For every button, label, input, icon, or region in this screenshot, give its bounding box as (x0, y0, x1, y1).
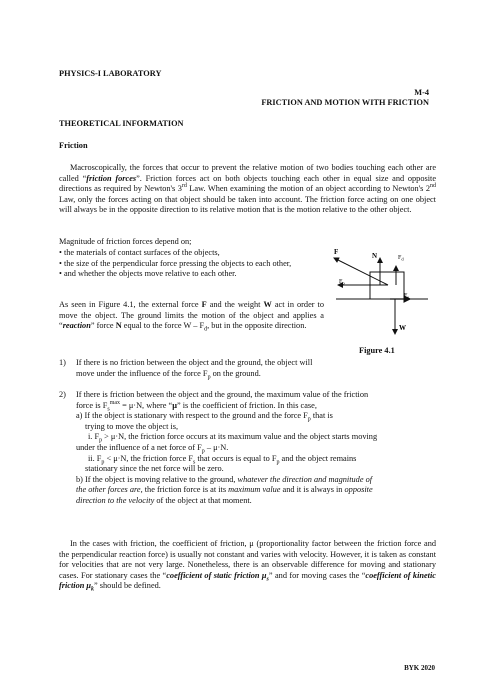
list2-line: force is $F_s^{max} = \mu\cdot N$, where “μ” is the coefficient of friction. In this case, (76, 399, 317, 413)
depends-title: Magnitude of friction forces depend on; (59, 237, 192, 246)
label-Fd: $F_d$ (398, 255, 404, 262)
fp-text-6: , but in the opposite direction. (207, 321, 307, 331)
fp-text-4: ” force (90, 321, 116, 331)
depends-item: • the size of the perpendicular force pressing the objects to each other, (59, 258, 292, 268)
fp-sub-d: d (204, 326, 208, 333)
list2-line: If there is friction between the object and the ground, the maximum value of the friction (76, 390, 369, 399)
list2-line: a) If the object is stationary with respect to the ground and the force $F_p$ that is (76, 411, 333, 423)
depends-item: • the materials of contact surfaces of the objects, (59, 248, 220, 257)
weight-W-term: W (263, 300, 272, 309)
experiment-title: FRICTION AND MOTION WITH FRICTION (261, 98, 429, 107)
list-number-2: 2) (59, 390, 66, 399)
label-Fs: $F_s$ (404, 293, 410, 300)
list2-line: trying to move the object is, (85, 421, 179, 431)
list2-line: direction to the velocity of the object at that moment. (76, 495, 252, 505)
depends-item: • and whether the objects move relative to each other. (59, 269, 237, 279)
closing-text-3: ” should be defined. (94, 581, 161, 591)
list2-line: under the influence of a net force of $F_p - \mu\cdot N$. (76, 442, 229, 455)
list2-line: b) If the object is moving relative to the ground, whatever the direction and magnitude of (76, 474, 373, 484)
list-number-1: 1) (59, 358, 66, 367)
force-F-term: F (201, 300, 207, 309)
intro-paragraph (59, 163, 436, 216)
subsection-title: Friction (59, 141, 88, 150)
label-Fp: $F_p$ (339, 279, 345, 286)
fp-text-2: and the weight (206, 300, 264, 309)
depends-list (59, 248, 321, 280)
list1-text: If there is no friction between the object and the ground, the object will move under the influence of the force F (76, 358, 313, 378)
label-N: N (372, 252, 378, 260)
ordinal-nd: nd (429, 183, 436, 190)
static-friction-term: coefficient of static friction $\mu_s$ (166, 570, 269, 583)
intro-text-4: Law, only the forces acting on that object should be taken into account. The friction force acting on one object will always be in the opposite direction to its relative motion that is the motion relative to the other object. (59, 194, 436, 215)
list2-line: stationary since the net force will be zero. (85, 464, 224, 474)
fp-text-1: As seen in Figure 4.1, the external force (59, 300, 202, 309)
fp-text-3: act in order to move the object. The ground limits the motion of the object and applies a “ (59, 300, 324, 331)
list2-line: the other forces are, the friction force is at its maximum value and it is always in opposite (76, 485, 373, 495)
figure-paragraph (59, 300, 324, 332)
lab-header: PHYSICS-I LABORATORY (59, 69, 162, 78)
reaction-term: reaction (62, 321, 91, 331)
normal-N-term: N (115, 321, 122, 331)
section-title: THEORETICAL INFORMATION (59, 119, 184, 128)
kinetic-friction-term: coefficient of kinetic friction $\mu_k$ (59, 570, 436, 594)
friction-forces-term: friction forces (86, 173, 137, 183)
experiment-code: M-4 (414, 88, 429, 97)
list-item-1 (76, 358, 318, 379)
list2-line: i. $F_p > \mu\cdot N$, the friction force occurs at its maximum value and the object starts moving (88, 432, 378, 445)
footer: BYK 2020 (404, 664, 435, 672)
figure-caption: Figure 4.1 (359, 346, 395, 355)
label-W: W (399, 324, 406, 332)
list2-line: ii. $F_p < \mu\cdot N$, the friction force $F_s$ that occurs is equal to $F_p$ and the object remains (88, 453, 357, 466)
figure-4-1 (328, 242, 438, 342)
intro-text-3: Law. When examining the motion of an object according to Newton's 2 (186, 184, 430, 194)
closing-paragraph (59, 539, 436, 592)
closing-text-1: In the cases with friction, the coefficient of friction, μ (proportionality factor between the friction force and the perpendicular reaction force) is usually not constant and varies with velocity. However, it is taken as constant for velocities that are not very large. Nonetheless, there is an observable difference for moving and stationary cases. For stationary cases the “ (59, 539, 436, 580)
list1-end: on the ground. (210, 368, 261, 378)
list1-sub: p (207, 374, 211, 381)
fp-text-5: equal to the force W – F (121, 321, 205, 331)
intro-text-2: ”. Friction forces act on both objects touching each other in equal size and opposite directions as required by Newton's 3 (59, 173, 436, 194)
ordinal-rd: rd (181, 183, 187, 190)
closing-text-2: ” and for moving cases the “ (268, 570, 366, 580)
intro-text-1: Macroscopically, the forces that occur to prevent the relative motion of two bodies touching each other are called “ (59, 163, 436, 183)
list-item-2 (76, 390, 441, 507)
label-F: F (334, 248, 339, 256)
